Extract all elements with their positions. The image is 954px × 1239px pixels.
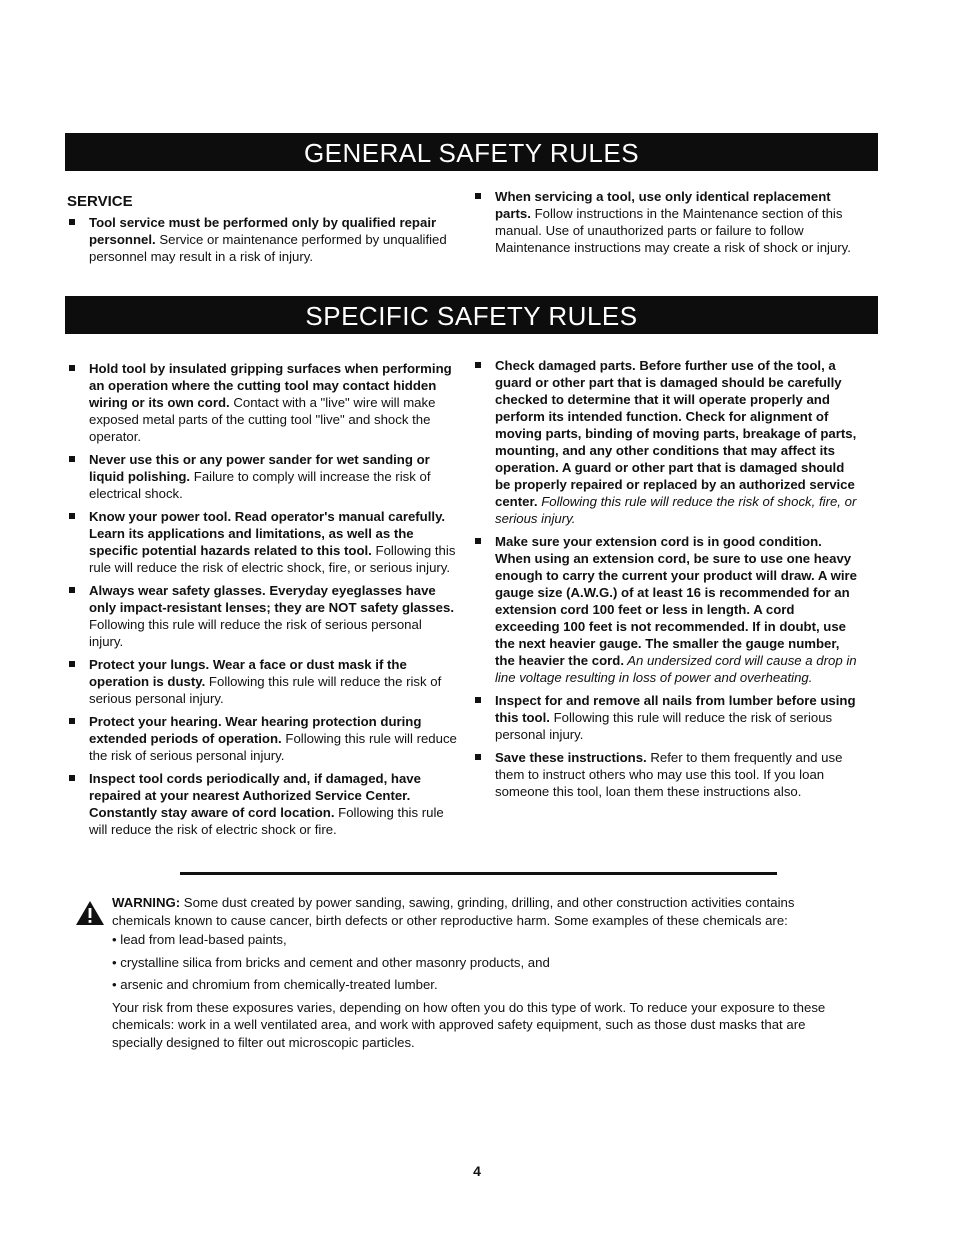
item-bold-text: Protect your lungs. Wear a face or dust mask if the operation is dusty.: [89, 657, 407, 689]
bullet-icon: [69, 513, 75, 519]
item-bold-text: Inspect for and remove all nails from lumber before using this tool.: [495, 693, 856, 725]
bullet-icon: [69, 718, 75, 724]
specific-column-right: [473, 357, 858, 806]
specific-item: [67, 770, 457, 838]
specific-column-left: [67, 360, 457, 844]
bullet-icon: [69, 365, 75, 371]
item-bold-text: Inspect tool cords periodically and, if damaged, have repaired at your nearest Authorized Service Center. Constantly stay aware of cord location.: [89, 771, 421, 820]
warning-list: [75, 931, 855, 994]
item-bold-text: Know your power tool. Read operator's manual carefully. Learn its applications and limitations, as well as the specific potential hazards related to this tool.: [89, 509, 446, 558]
warning-triangle-icon: [75, 900, 105, 926]
page-number: 4: [473, 1163, 481, 1179]
warning-body: Some dust created by power sanding, sawing, grinding, drilling, and other construction activities contains chemicals known to cause cancer, birth defects or other reproductive harm. Some examples of these chemicals are:: [112, 895, 795, 928]
service-column-right: [473, 188, 858, 262]
item-text: Refer to them frequently and use them to instruct others who may use this tool. If you loan someone this tool, loan them these instructions also.: [495, 750, 843, 799]
bullet-icon: [69, 775, 75, 781]
specific-item: [473, 357, 858, 527]
item-text: Following this rule will reduce the risk of serious personal injury.: [89, 674, 442, 706]
item-text: Following this rule will reduce the risk of shock, fire, or serious injury.: [495, 494, 857, 526]
bullet-icon: [475, 193, 481, 199]
item-text: Contact with a "live" wire will make exposed metal parts of the cutting tool "live" and shock the operator.: [89, 395, 436, 444]
service-item-qualified: [67, 214, 457, 265]
service-column-left: [67, 193, 457, 271]
item-text: Service or maintenance performed by unqualified personnel may result in a risk of injury.: [89, 232, 447, 264]
item-bold-text: Never use this or any power sander for wet sanding or liquid polishing.: [89, 452, 430, 484]
specific-item: [67, 360, 457, 445]
item-bold-text: When servicing a tool, use only identical replacement parts.: [495, 189, 831, 221]
bullet-icon: [475, 362, 481, 368]
item-bold-text: Always wear safety glasses. Everyday eyeglasses have only impact-resistant lenses; they are NOT safety glasses.: [89, 583, 455, 615]
specific-safety-banner: SPECIFIC SAFETY RULES: [65, 296, 878, 334]
specific-item: [473, 749, 858, 800]
list-item: • crystalline silica from bricks and cement and other masonry products, and: [112, 954, 550, 970]
specific-item: [67, 713, 457, 764]
item-bold-text: Tool service must be performed only by qualified repair personnel.: [89, 215, 437, 247]
specific-item: [67, 656, 457, 707]
specific-item: [473, 533, 858, 686]
item-text: Following this rule will reduce the risk of electric shock, fire, or serious injury.: [89, 543, 456, 575]
item-bold-text: Save these instructions.: [495, 750, 647, 765]
item-text: Following this rule will reduce the risk of electric shock or fire.: [89, 805, 444, 837]
item-text: Following this rule will reduce the risk of serious personal injury.: [89, 731, 457, 763]
bullet-icon: [69, 219, 75, 225]
specific-item: [473, 692, 858, 743]
bullet-icon: [69, 661, 75, 667]
item-bold-text: Protect your hearing. Wear hearing protection during extended periods of operation.: [89, 714, 422, 746]
warning-label: WARNING:: [112, 895, 181, 910]
item-bold-text: Make sure your extension cord is in good condition. When using an extension cord, be sure to use one heavy enough to carry the current your product will draw. A wire gauge size (A.W.G.) of at least 16 is recommended for an extension cord 100 feet or less in length. A cord exceeding 100 feet is not recommended. If in doubt, use the next heavier gauge. The smaller the gauge number, the heavier the cord.: [495, 534, 857, 668]
general-safety-banner: GENERAL SAFETY RULES: [65, 133, 878, 171]
list-item: • lead from lead-based paints,: [112, 932, 287, 947]
specific-item: [67, 508, 457, 576]
item-bold-text: Hold tool by insulated gripping surfaces when performing an operation where the cutting tool may contact hidden wiring or its own cord.: [89, 361, 452, 410]
warning-paragraph: Your risk from these exposures varies, depending on how often you do this type of work. To reduce your exposure to these chemicals: work in a well ventilated area, and work with approved safety equipment, such as those dust masks that are specially designed to filter out microscopic particles.: [112, 999, 826, 1050]
specific-item: [67, 582, 457, 650]
item-text: Following this rule will reduce the risk of serious personal injury.: [495, 710, 833, 742]
item-text: Following this rule will reduce the risk of serious personal injury.: [89, 617, 422, 649]
warning-block: [75, 894, 855, 1051]
bullet-icon: [475, 538, 481, 544]
warning-text: [75, 894, 855, 929]
bullet-icon: [475, 697, 481, 703]
bullet-icon: [475, 754, 481, 760]
specific-item: [67, 451, 457, 502]
bullet-icon: [69, 587, 75, 593]
service-heading: SERVICE: [67, 193, 133, 210]
item-text: Failure to comply will increase the risk of electrical shock.: [89, 469, 431, 501]
bullet-icon: [69, 456, 75, 462]
list-item: • arsenic and chromium from chemically-treated lumber.: [112, 977, 438, 992]
service-item-replacement: [473, 188, 858, 256]
item-text: Follow instructions in the Maintenance section of this manual. Use of unauthorized parts or failure to follow Maintenance instructions may create a risk of shock or injury.: [495, 206, 851, 255]
section-divider: [180, 872, 777, 875]
item-bold-text: Check damaged parts. Before further use of the tool, a guard or other part that is damaged should be carefully checked to determine that it will operate properly and perform its intended function. Check for alignment of moving parts, binding of moving parts, breakage of parts, mounting, and any other conditions that may affect its operation. A guard or other part that is damaged should be properly repaired or replaced by an authorized service center.: [495, 358, 857, 509]
item-text: An undersized cord will cause a drop in line voltage resulting in loss of power and overheating.: [495, 653, 857, 685]
